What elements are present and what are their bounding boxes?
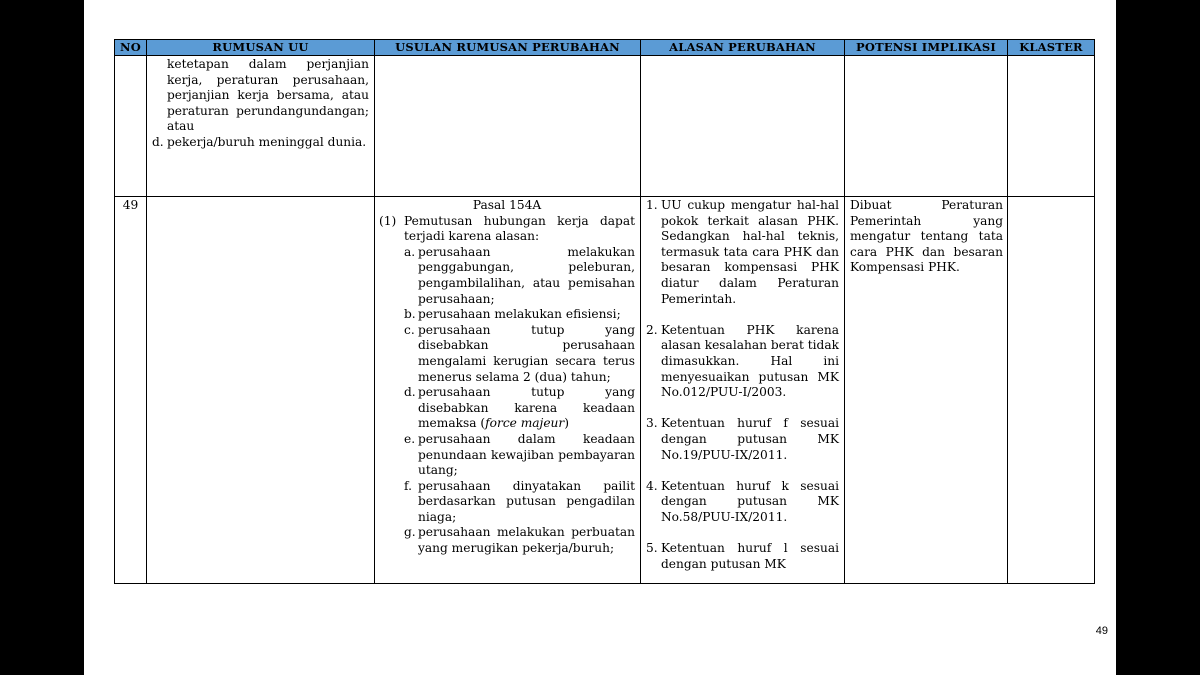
list-item (404, 432, 635, 479)
list-marker: 2. (646, 322, 658, 337)
list-item-text: perusahaan dalam keadaan penundaan kewajiban pembayaran utang; (418, 431, 635, 478)
ayat-marker: (1) (379, 213, 397, 228)
header-rumusan-uu: RUMUSAN UU (147, 40, 375, 56)
document-page (84, 0, 1116, 675)
header-usulan-rumusan: USULAN RUMUSAN PERUBAHAN (375, 40, 641, 56)
alasan-item (646, 198, 839, 307)
alasan-item (646, 541, 839, 572)
cell-rumusan-uu (147, 197, 375, 584)
list-marker: f. (404, 478, 412, 493)
list-item-text: perusahaan melakukan penggabungan, peleburan, pengambilalihan, atau pemisahan perusahaan; (418, 244, 635, 306)
list-item (404, 307, 635, 323)
list-marker: 1. (646, 198, 658, 212)
alasan-item (646, 479, 839, 526)
cell-no: 49 (115, 197, 147, 584)
cell-potensi (845, 197, 1008, 584)
list-marker: b. (404, 307, 416, 322)
ayat (379, 214, 635, 245)
alasan-item-text: Ketentuan PHK karena alasan kesalahan berat tidak dimasukkan. Hal ini menyesuaikan putusan MK No.012/PUU-I/2003. (661, 322, 839, 400)
cell-klaster (1008, 56, 1095, 197)
cell-alasan (641, 197, 845, 584)
header-klaster: KLASTER (1008, 40, 1095, 56)
header-potensi-implikasi: POTENSI IMPLIKASI (845, 40, 1008, 56)
list-item-text: pekerja/buruh meninggal dunia. (167, 134, 367, 149)
table-row (115, 56, 1095, 197)
comparison-table (114, 39, 1095, 584)
cell-no (115, 56, 147, 197)
list-marker: 5. (646, 541, 658, 556)
list-item (404, 245, 635, 307)
list-item-text: perusahaan melakukan perbuatan yang merugikan pekerja/buruh; (418, 525, 635, 556)
list-item-text: perusahaan dinyatakan pailit berdasarkan putusan pengadilan niaga; (418, 478, 635, 524)
list-item (404, 479, 635, 526)
ayat-text: Pemutusan hubungan kerja dapat terjadi karena alasan: (404, 213, 635, 244)
rumusan-continued-text: ketetapan dalam perjanjian kerja, peraturan perusahaan, perjanjian kerja bersama, atau peraturan perundangundangan; atau (167, 57, 369, 134)
list-item (404, 323, 635, 385)
cell-usulan (375, 56, 641, 197)
alasan-item-text: Ketentuan huruf l sesuai dengan putusan MK (661, 541, 839, 571)
list-marker: c. (404, 322, 415, 337)
list-marker: 4. (646, 478, 658, 493)
list-item (404, 525, 635, 556)
list-item (152, 135, 369, 151)
header-no: NO (115, 40, 147, 56)
pasal-title: Pasal 154A (472, 198, 542, 212)
list-marker: g. (404, 525, 416, 540)
table-header-row (115, 40, 1095, 56)
potensi-text: Dibuat Peraturan Pemerintah yang mengatur tentang tata cara PHK dan besaran Kompensasi PHK. (850, 198, 1003, 275)
italic-term: force majeur (485, 416, 565, 431)
cell-potensi (845, 56, 1008, 197)
alasan-item-text: UU cukup mengatur hal-hal pokok terkait alasan PHK. Sedangkan hal-hal teknis, termasuk tata cara PHK dan besaran kompensasi PHK diatur dalam Peraturan Pemerintah. (661, 198, 839, 306)
cell-klaster (1008, 197, 1095, 584)
usulan-list (379, 245, 635, 557)
header-alasan-perubahan: ALASAN PERUBAHAN (641, 40, 845, 56)
alasan-list (641, 197, 844, 572)
list-marker: d. (152, 134, 164, 149)
page-number: 49 (1095, 625, 1108, 637)
list-marker: e. (404, 431, 416, 446)
alasan-item-text: Ketentuan huruf f sesuai dengan putusan MK No.19/PUU-IX/2011. (661, 416, 839, 462)
list-item-text: perusahaan tutup yang disebabkan perusahaan mengalami kerugian secara terus menerus selama 2 (dua) tahun; (418, 322, 635, 384)
list-item-text: perusahaan tutup yang disebabkan karena keadaan memaksa (force majeur) (418, 385, 635, 431)
list-item-text: perusahaan melakukan efisiensi; (418, 307, 621, 322)
cell-alasan (641, 56, 845, 197)
list-marker: 3. (646, 416, 658, 431)
list-marker: a. (404, 244, 416, 259)
cell-usulan (375, 197, 641, 584)
list-marker: d. (404, 385, 416, 400)
cell-rumusan-uu (147, 56, 375, 197)
table-row (115, 197, 1095, 584)
alasan-item (646, 323, 839, 401)
alasan-item-text: Ketentuan huruf k sesuai dengan putusan MK No.58/PUU-IX/2011. (661, 478, 839, 524)
alasan-item (646, 416, 839, 463)
list-item (404, 385, 635, 432)
